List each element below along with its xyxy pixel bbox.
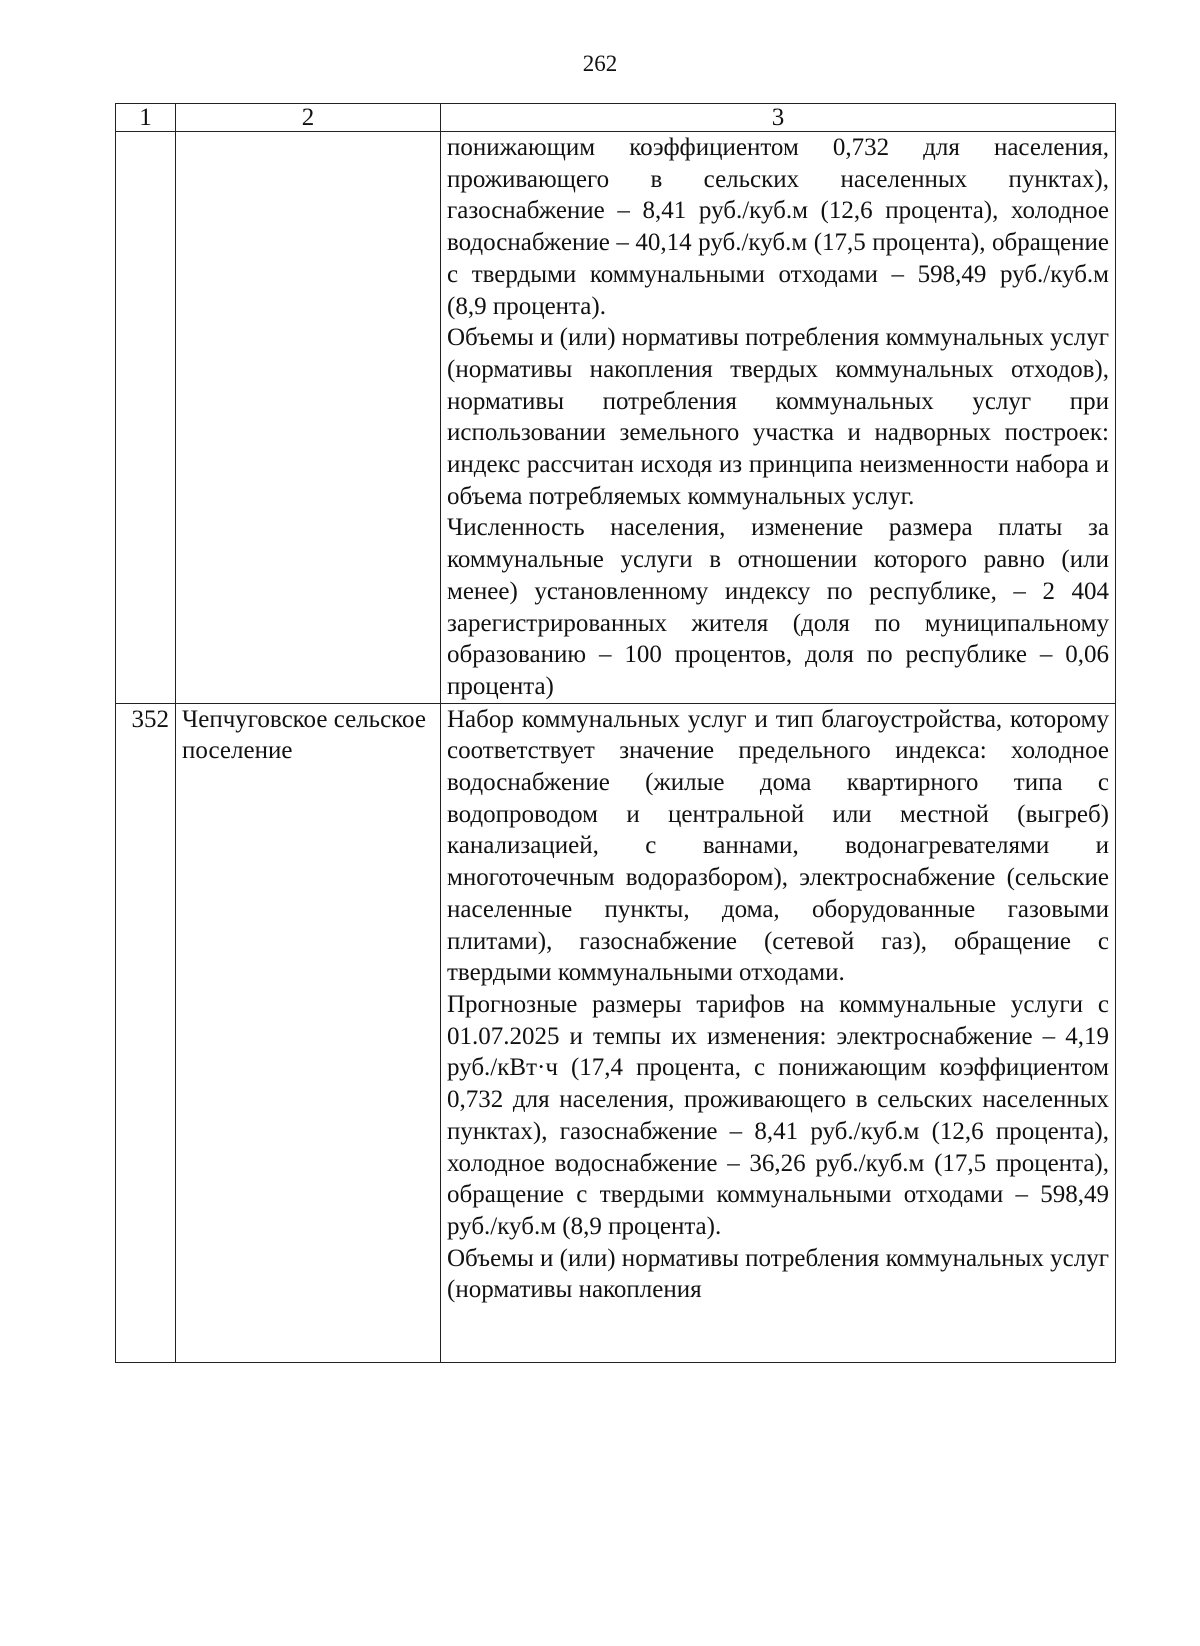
row-number: 352 <box>116 703 176 1362</box>
paragraph: Объемы и (или) нормативы потребления коммунальных услуг (нормативы накопления твердых коммунальных отходов), нормативы потребления коммунальных услуг при использовании земельного участка и надворных построек: индекс рассчитан исходя из принципа неизменности набора и объема потребляемых коммунальных услуг. <box>447 324 1109 510</box>
municipality-name: Чепчуговское сельское поселение <box>176 703 441 1362</box>
municipality-name <box>176 132 441 704</box>
header-col-1: 1 <box>116 104 176 132</box>
paragraph: Прогнозные размеры тарифов на коммунальные услуги с 01.07.2025 и темпы их изменения: электроснабжение – 4,19 руб./кВт·ч (17,4 процента, с понижающим коэффициентом 0,732 для населения, проживающего в сельских населенных пунктах), газоснабжение – 8,41 руб./куб.м (12,6 процента), холодное водоснабжение – 36,26 руб./куб.м (17,5 процента), обращение с твердыми коммунальными отходами – 598,49 руб./куб.м (8,9 процента). <box>447 990 1109 1240</box>
table-row <box>116 132 1116 704</box>
paragraph: Численность населения, изменение размера платы за коммунальные услуги в отношении которого равно (или менее) установленному индексу по республике, – 2 404 зарегистрированных жителя (доля по муниципальному образованию – 100 процентов, доля по республике – 0,06 процента) <box>447 514 1109 700</box>
paragraph: Набор коммунальных услуг и тип благоустройства, которому соответствует значение предельного индекса: холодное водоснабжение (жилые дома квартирного типа с водопроводом и центральной или местной (выгреб) канализацией, с ваннами, водонагревателями и многоточечным водоразбором), электроснабжение (сельские населенные пункты, дома, оборудованные газовыми плитами), газоснабжение (сетевой газ), обращение с твердыми коммунальными отходами. <box>447 705 1109 987</box>
tariff-table <box>115 103 1116 1363</box>
row-number <box>116 132 176 704</box>
table-header-row <box>116 104 1116 132</box>
table-row <box>116 703 1116 1362</box>
page-number: 262 <box>582 51 618 76</box>
paragraph: Объемы и (или) нормативы потребления коммунальных услуг (нормативы накопления <box>447 1244 1109 1304</box>
header-col-3: 3 <box>441 104 1116 132</box>
header-col-2: 2 <box>176 104 441 132</box>
paragraph: понижающим коэффициентом 0,732 для населения, проживающего в сельских населенных пунктах), газоснабжение – 8,41 руб./куб.м (12,6 процента), холодное водоснабжение – 40,14 руб./куб.м (17,5 процента), обращение с твердыми коммунальными отходами – 598,49 руб./куб.м (8,9 процента). <box>447 134 1109 320</box>
row-description <box>441 132 1116 704</box>
row-description <box>441 703 1116 1362</box>
